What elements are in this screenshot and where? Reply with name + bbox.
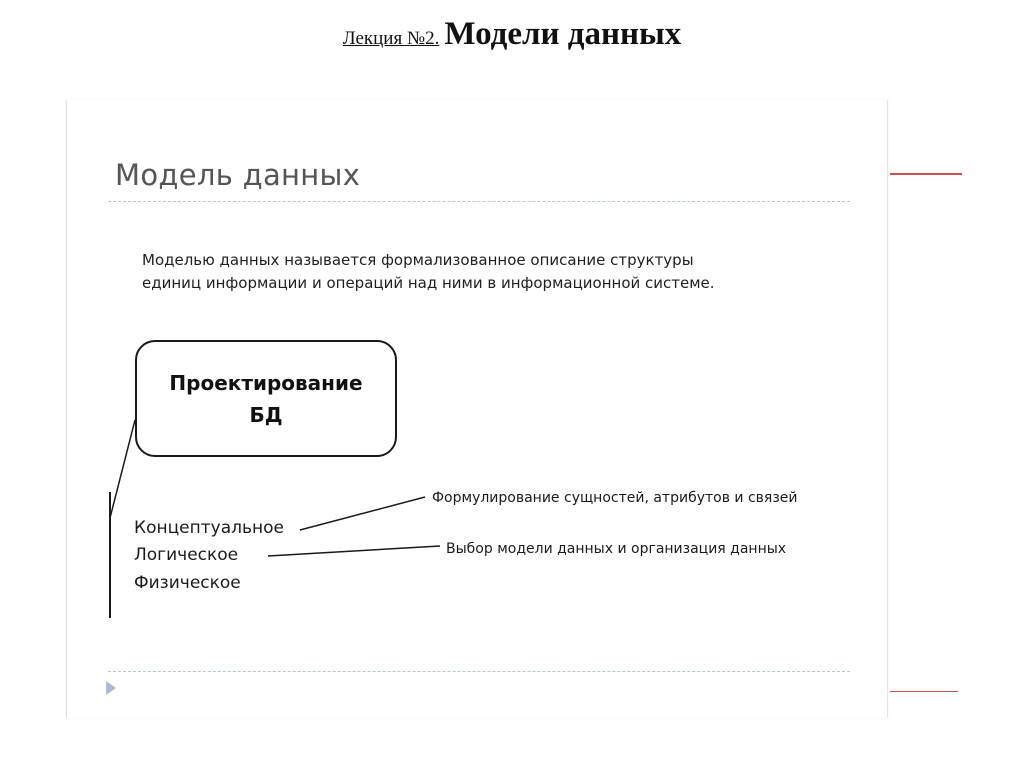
db-design-line-2: БД xyxy=(249,402,283,427)
db-design-box xyxy=(135,340,397,457)
definition-line: единиц информации и операций над ними в информационной системе. xyxy=(142,274,715,292)
lecture-number: Лекция №2. xyxy=(342,28,440,49)
note-logical: Выбор модели данных и организация данных xyxy=(446,541,787,557)
box-link-line xyxy=(110,420,135,518)
level-conceptual: Концептуальное xyxy=(134,518,284,538)
level-logical: Логическое xyxy=(134,545,239,565)
accent-line-bottom xyxy=(890,691,958,692)
triangle-right-icon[interactable] xyxy=(106,681,116,695)
db-design-line-1: Проектирование xyxy=(169,370,363,395)
note-link-line-1 xyxy=(300,497,425,530)
definition-line: Моделью данных называется формализованное описание структуры xyxy=(142,251,694,269)
footer-divider xyxy=(108,671,850,672)
lecture-title: Модели данных xyxy=(444,16,682,52)
slide-title: Модель данных xyxy=(115,158,361,192)
note-conceptual: Формулирование сущностей, атрибутов и связей xyxy=(432,490,798,506)
level-physical: Физическое xyxy=(134,573,241,593)
note-link-line-2 xyxy=(268,546,440,556)
